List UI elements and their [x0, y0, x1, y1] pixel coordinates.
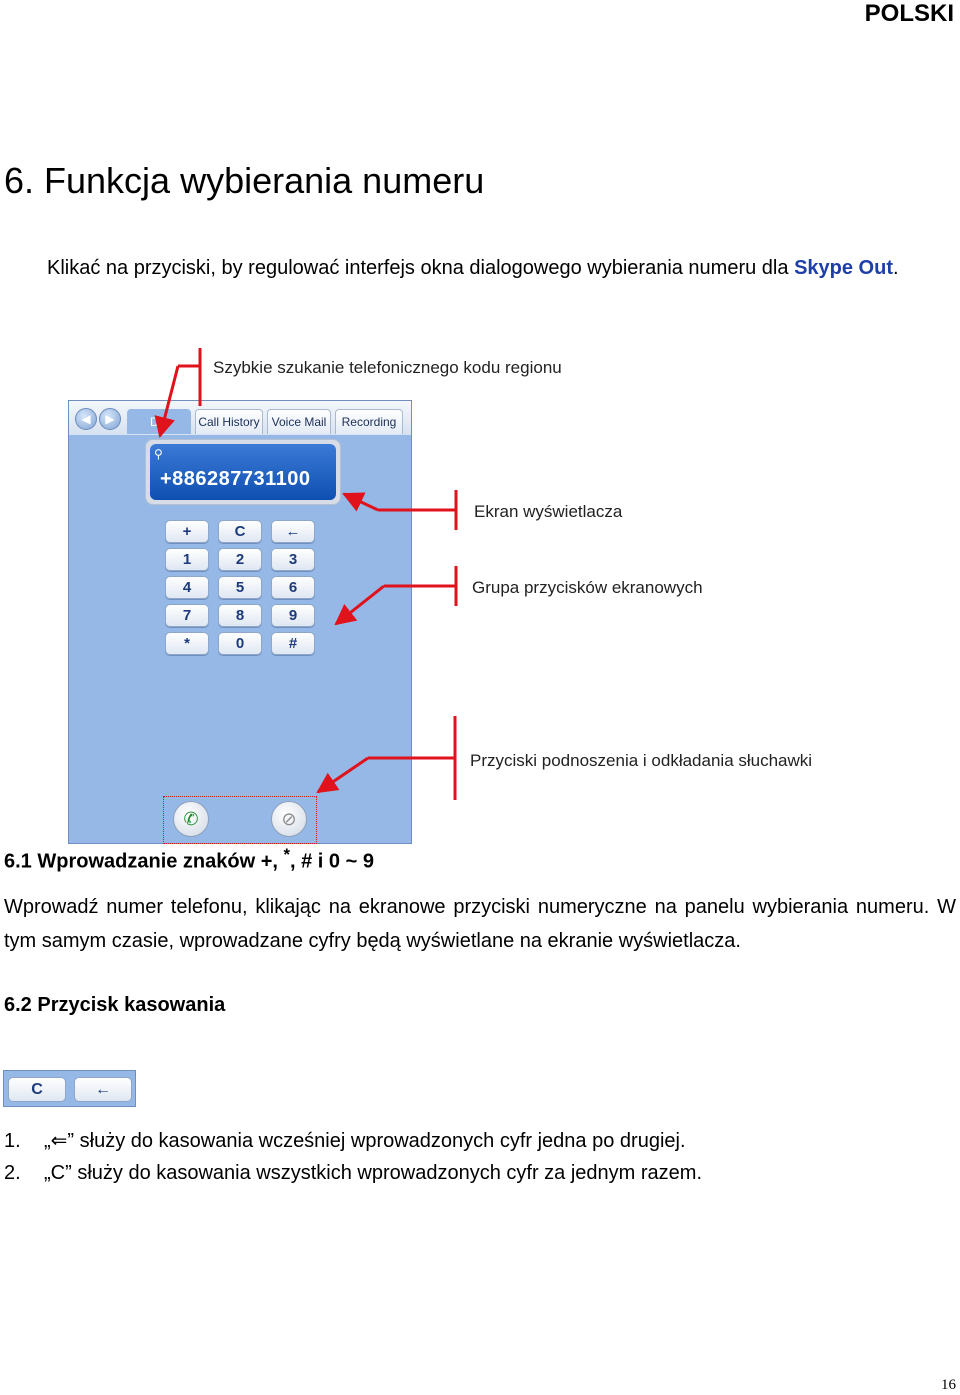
- delete-keys-panel: [3, 1070, 136, 1107]
- key-6[interactable]: 6: [271, 576, 315, 599]
- list-item-number: 2.: [4, 1162, 21, 1184]
- intro-text: Klikać na przyciski, by regulować interfejs okna dialogowego wybierania numeru dla: [47, 257, 795, 279]
- section-6-1-text: Wprowadź numer telefonu, klikając na ekranowe przyciski numeryczne na panelu wybierania numeru. W tym samym czasie, wprowadzane cyfry będą wyświetlane na ekranie wyświetlacza.: [4, 896, 956, 952]
- section-title: 6. Funkcja wybierania numeru: [4, 160, 485, 201]
- tab-voice-mail[interactable]: Voice Mail: [267, 409, 331, 434]
- language-label: POLSKI: [864, 0, 954, 27]
- key-plus[interactable]: +: [165, 520, 209, 543]
- tab-recording[interactable]: Recording: [335, 409, 403, 434]
- section-6-1-title-star: *: [283, 845, 290, 864]
- key-9[interactable]: 9: [271, 604, 315, 627]
- hangup-icon[interactable]: ⊘: [271, 801, 307, 837]
- key-3[interactable]: 3: [271, 548, 315, 571]
- skype-out-brand: Skype Out: [794, 257, 893, 279]
- clear-key[interactable]: C: [8, 1077, 66, 1102]
- key-0[interactable]: 0: [218, 632, 262, 655]
- section-6-1-title-a: 6.1 Wprowadzanie znaków +,: [4, 850, 284, 873]
- back-nav-icon[interactable]: ◀: [75, 408, 97, 430]
- backspace-key[interactable]: ←: [74, 1077, 132, 1102]
- callout-area-code: Szybkie szukanie telefonicznego kodu regionu: [213, 358, 562, 377]
- list-item-text: „C” służy do kasowania wszystkich wprowadzonych cyfr za jednym razem.: [44, 1162, 702, 1184]
- list-item-number: 1.: [4, 1130, 21, 1152]
- list-item: [4, 1162, 702, 1185]
- callout-display: Ekran wyświetlacza: [474, 502, 623, 521]
- page-number: 16: [941, 1377, 956, 1393]
- display-number: +886287731100: [160, 468, 311, 490]
- list-item: [4, 1128, 686, 1153]
- key-5[interactable]: 5: [218, 576, 262, 599]
- key-clear[interactable]: C: [218, 520, 262, 543]
- list-item-text: „⇐” służy do kasowania wcześniej wprowadzonych cyfr jedna po drugiej.: [44, 1130, 686, 1152]
- key-1[interactable]: 1: [165, 548, 209, 571]
- tab-call-history[interactable]: Call History: [195, 409, 263, 434]
- tab-dial[interactable]: Dia: [127, 409, 191, 434]
- section-6-2-title: 6.2 Przycisk kasowania: [4, 994, 226, 1016]
- key-7[interactable]: 7: [165, 604, 209, 627]
- callout-call-buttons: Przyciski podnoszenia i odkładania słuchawki: [470, 751, 813, 770]
- key-2[interactable]: 2: [218, 548, 262, 571]
- callout-keypad: Grupa przycisków ekranowych: [472, 578, 703, 597]
- intro-end: .: [892, 257, 899, 279]
- key-8[interactable]: 8: [218, 604, 262, 627]
- search-icon[interactable]: ⚲: [154, 447, 163, 461]
- key-4[interactable]: 4: [165, 576, 209, 599]
- key-star[interactable]: *: [165, 632, 209, 655]
- section-6-1-title: [4, 845, 374, 874]
- key-backspace[interactable]: ←: [271, 520, 315, 543]
- forward-nav-icon[interactable]: ▶: [99, 408, 121, 430]
- key-hash[interactable]: #: [271, 632, 315, 655]
- call-icon[interactable]: ✆: [173, 801, 209, 837]
- section-6-1-title-b: , # i 0 ~ 9: [290, 850, 374, 873]
